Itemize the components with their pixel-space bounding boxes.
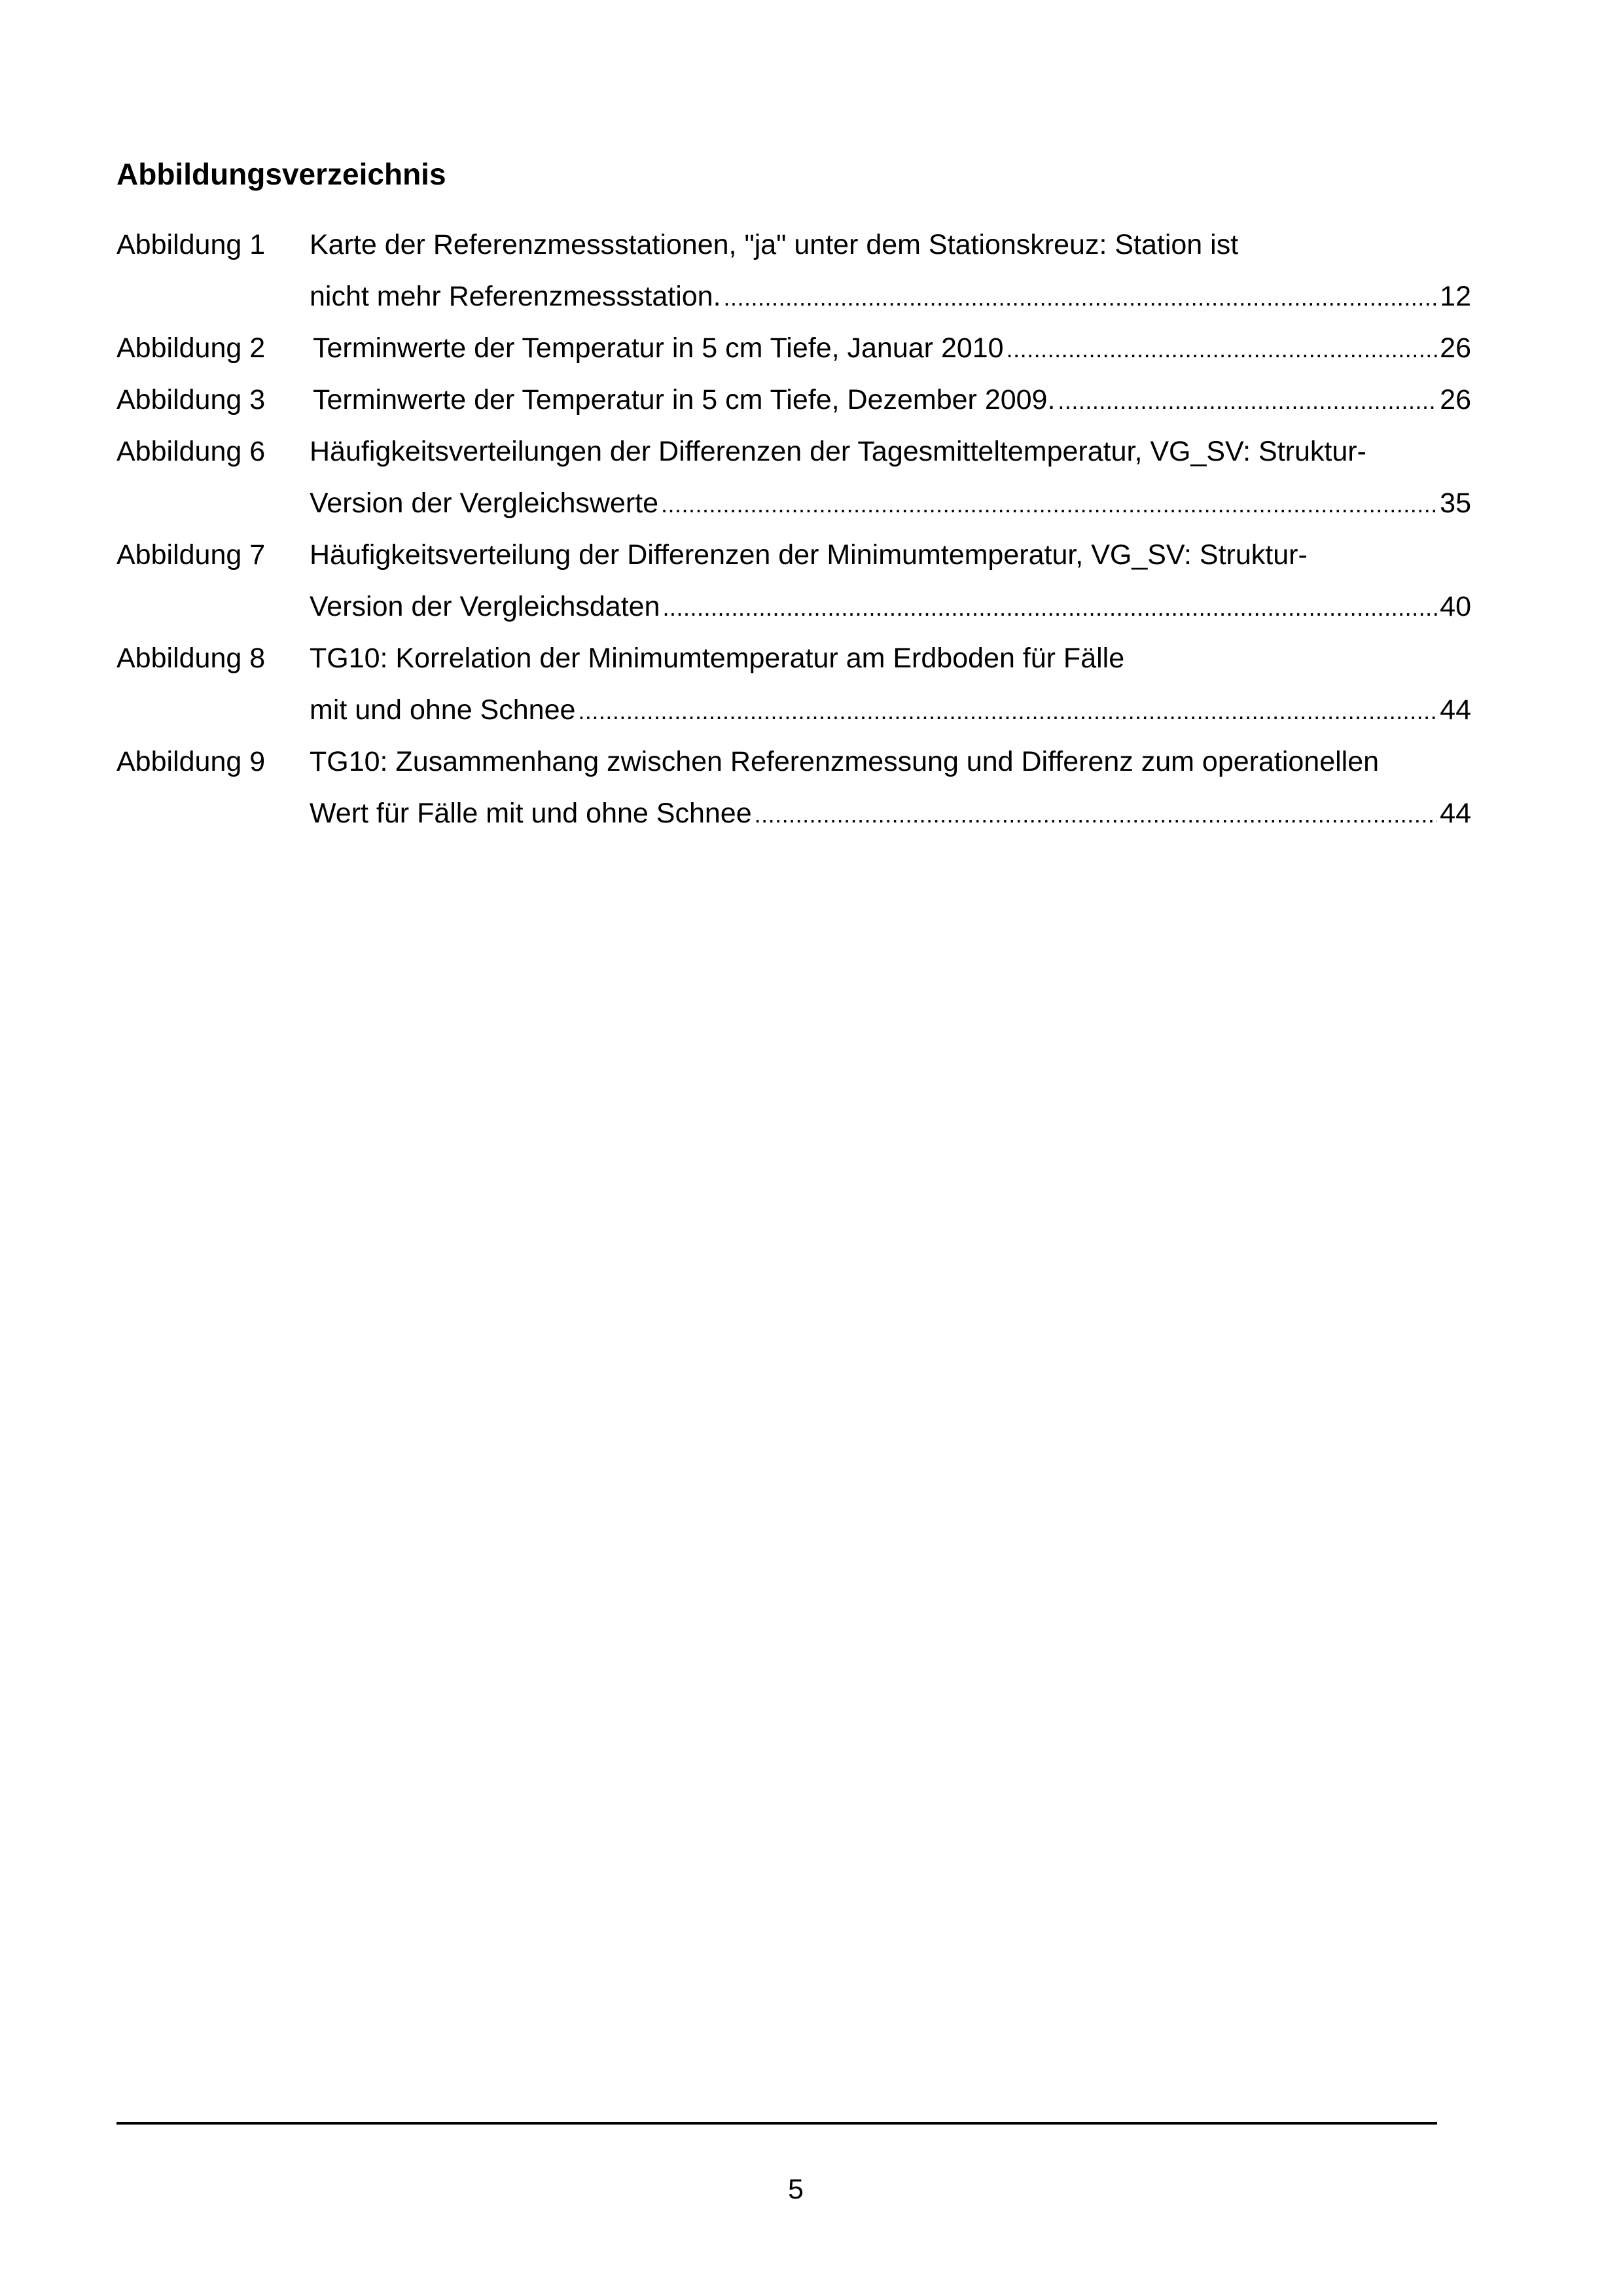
- entry-last-line: [310, 485, 1471, 521]
- entry-title-line: Wert für Fälle mit und ohne Schnee: [310, 798, 752, 829]
- page-reference: 26: [1440, 332, 1471, 364]
- dot-leader: [662, 590, 1437, 626]
- dot-leader: [1058, 383, 1437, 419]
- entry-title-line: nicht mehr Referenzmessstation.: [310, 281, 721, 312]
- figure-label: Abbildung 1: [116, 229, 266, 260]
- footer-rule: [116, 2122, 1437, 2125]
- page-reference: 12: [1440, 281, 1471, 312]
- dot-leader: [1007, 331, 1438, 368]
- entry-title-line: TG10: Korrelation der Minimumtemperatur am Erdboden für Fälle: [310, 643, 1125, 674]
- entry-title-line: Terminwerte der Temperatur in 5 cm Tiefe, Dezember 2009.: [313, 384, 1056, 415]
- figure-label: Abbildung 7: [116, 539, 266, 571]
- entry-last-line: [310, 795, 1471, 832]
- entry-title-line: TG10: Zusammenhang zwischen Referenzmessung und Differenz zum operationellen: [310, 746, 1380, 777]
- page-number: 5: [788, 2174, 804, 2205]
- figure-label: Abbildung 8: [116, 643, 266, 674]
- entry-last-line: [313, 330, 1471, 366]
- page-reference: 44: [1440, 798, 1471, 829]
- entry-title-line: Häufigkeitsverteilung der Differenzen der Minimumtemperatur, VG_SV: Struktur-: [310, 539, 1308, 571]
- dot-leader: [724, 279, 1438, 316]
- entry-title-line: Version der Vergleichswerte: [310, 487, 659, 519]
- entry-last-line: [310, 278, 1471, 315]
- entry-title-line: mit und ohne Schnee: [310, 694, 576, 726]
- page-reference: 44: [1440, 694, 1471, 726]
- figure-label: Abbildung 6: [116, 436, 266, 467]
- entry-title-line: Terminwerte der Temperatur in 5 cm Tiefe, Januar 2010: [313, 332, 1004, 364]
- page-reference: 26: [1440, 384, 1471, 415]
- entry-last-line: [310, 588, 1471, 625]
- figure-label: Abbildung 9: [116, 746, 266, 777]
- entry-last-line: [313, 381, 1471, 418]
- figure-label: Abbildung 2: [116, 332, 266, 364]
- dot-leader: [661, 486, 1437, 523]
- entry-title-line: Version der Vergleichsdaten: [310, 591, 660, 622]
- list-of-figures-heading: Abbildungsverzeichnis: [116, 157, 446, 191]
- entry-title-line: Karte der Referenzmessstationen, "ja" unter dem Stationskreuz: Station ist: [310, 229, 1239, 260]
- page-reference: 35: [1440, 487, 1471, 519]
- entry-last-line: [310, 692, 1471, 728]
- dot-leader: [578, 693, 1437, 730]
- entry-title-line: Häufigkeitsverteilungen der Differenzen der Tagesmitteltemperatur, VG_SV: Struktur-: [310, 436, 1366, 467]
- figure-label: Abbildung 3: [116, 384, 266, 415]
- page-reference: 40: [1440, 591, 1471, 622]
- dot-leader: [755, 796, 1438, 833]
